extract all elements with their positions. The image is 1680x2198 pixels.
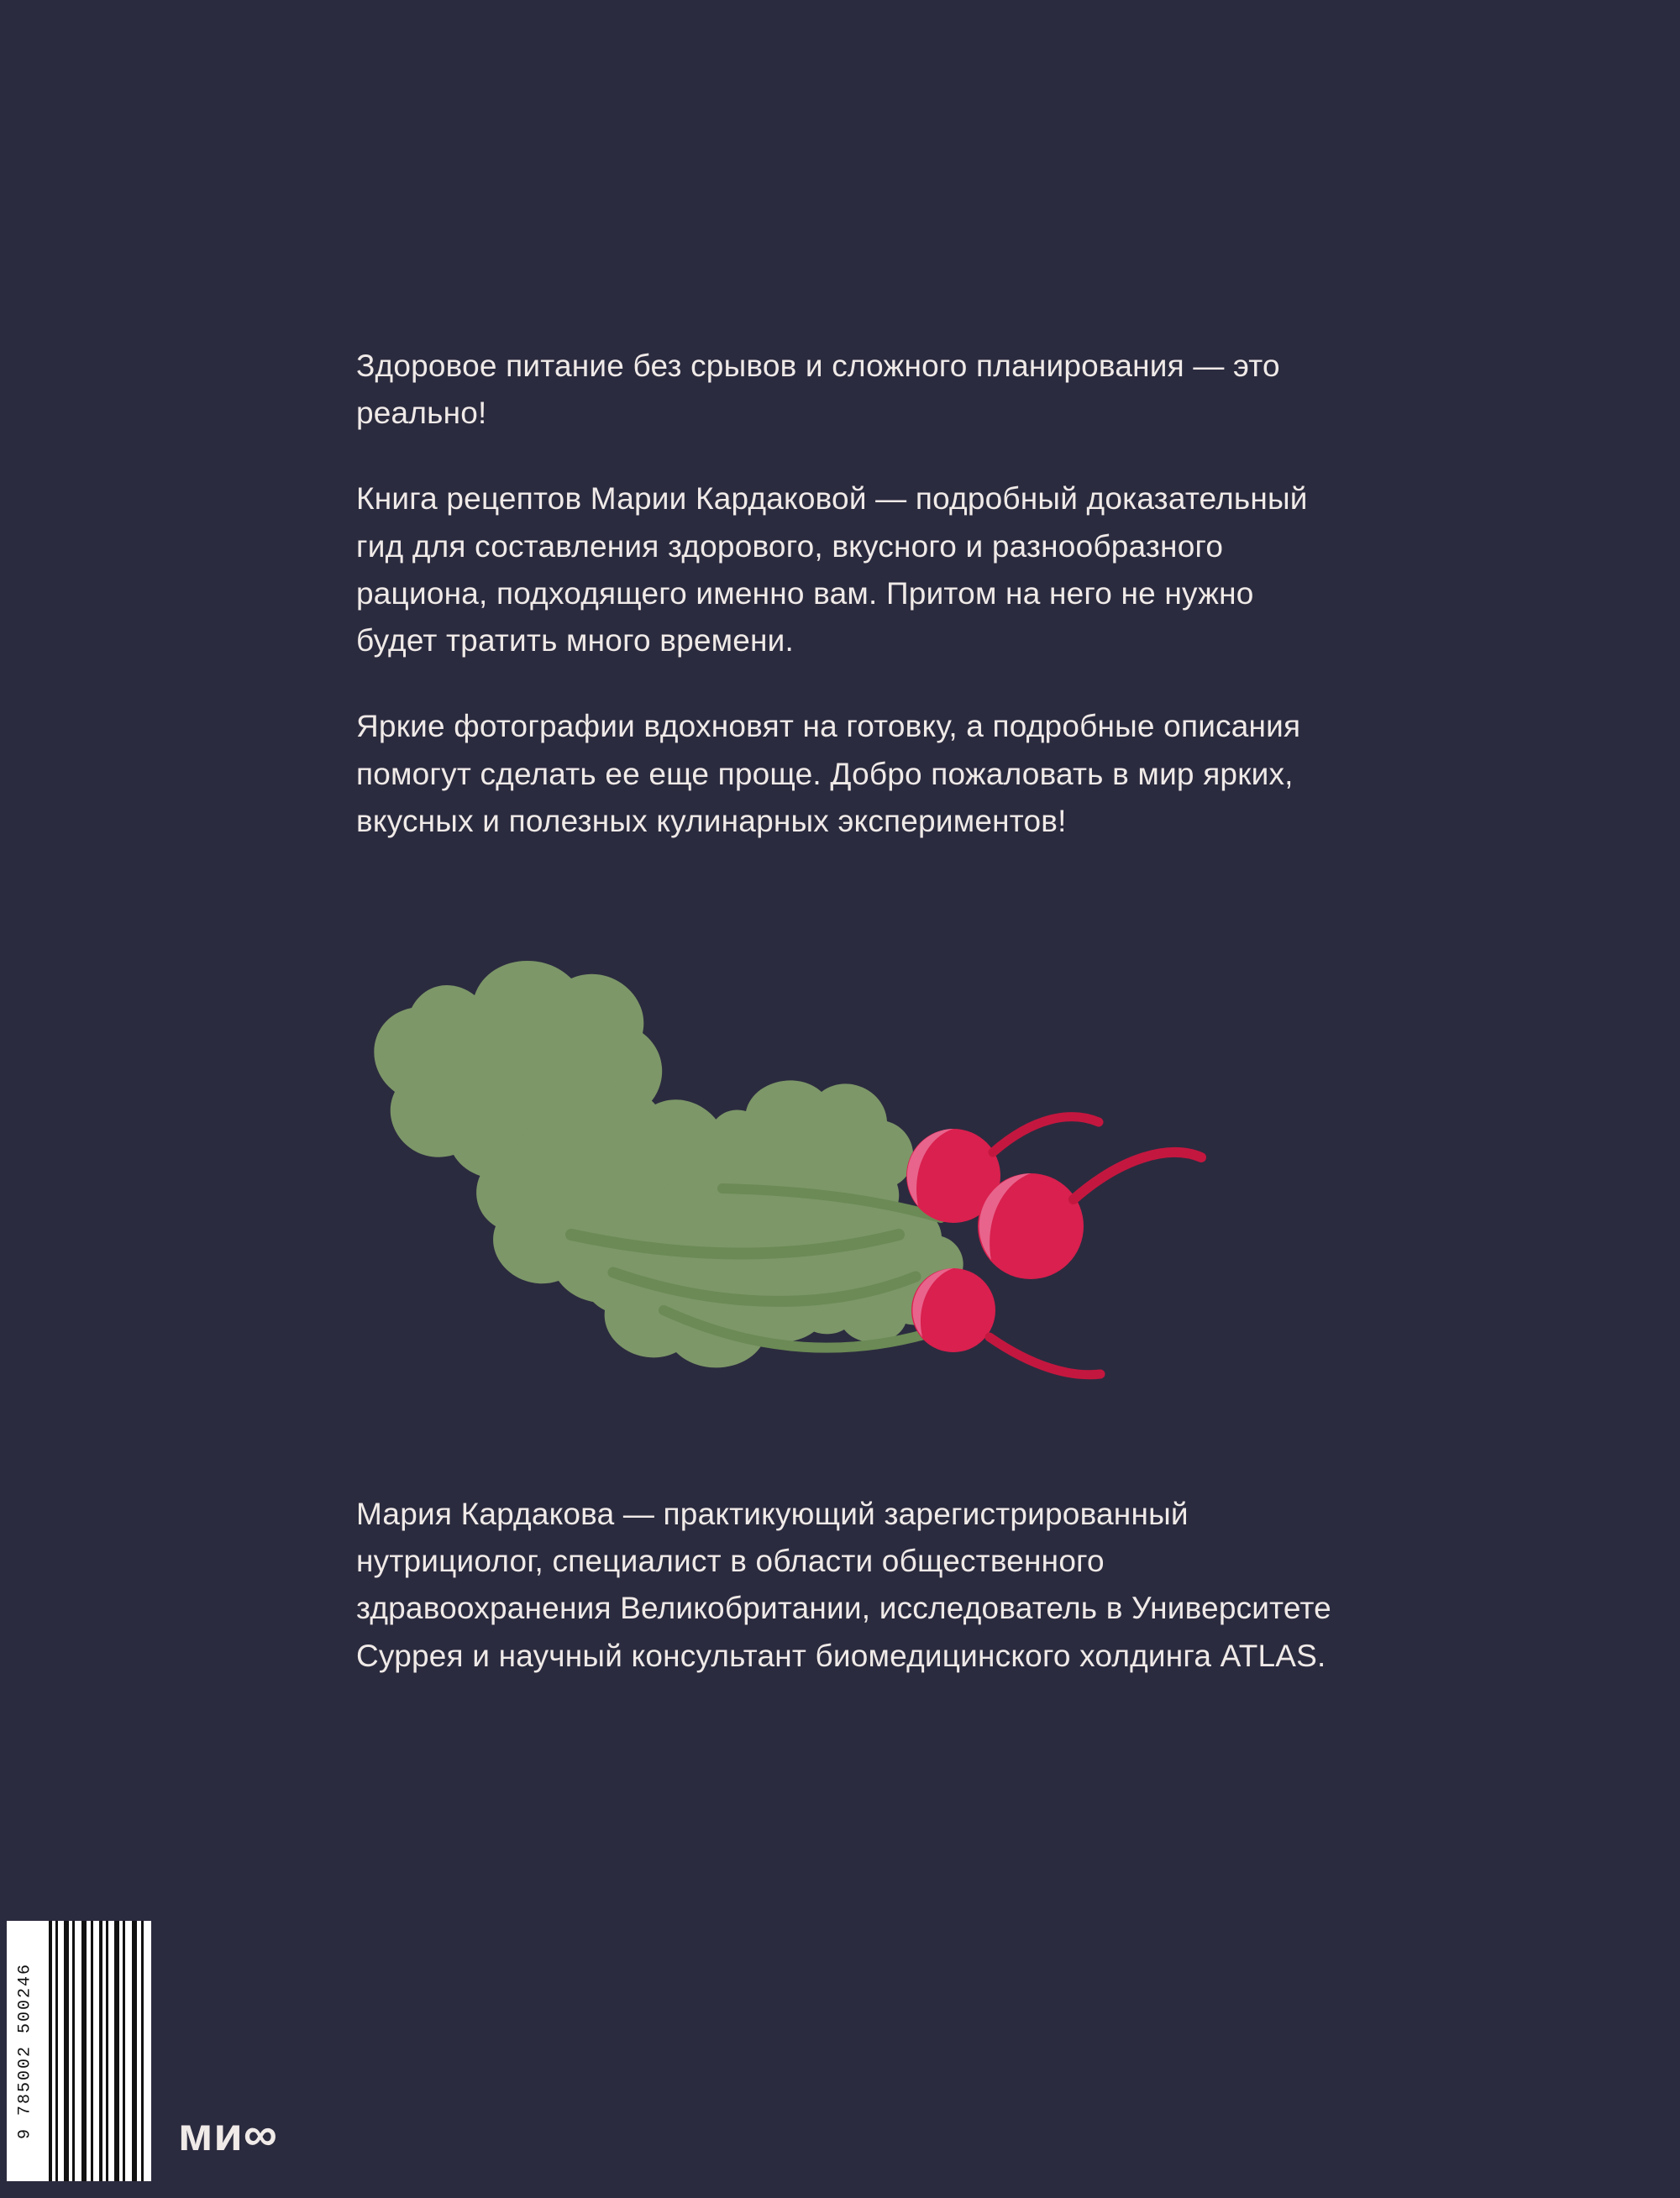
description-paragraph-3: Яркие фотографии вдохновят на готовку, а подробные описания помогут сделать ее еще проще. Добро пожаловать в мир ярких, вкусных и полезных кулинарных экспериментов! <box>356 709 1301 838</box>
author-bio-text: Мария Кардакова — практикующий зарегистрированный нутрициолог, специалист в области общественного здравоохранения Великобритании, исследователь в Университете Суррея и научный консультант биомедицинского холдинга ATLAS. <box>356 1497 1331 1673</box>
description-paragraph-1: Здоровое питание без срывов и сложного планирования — это реально! <box>356 349 1280 431</box>
description-paragraph-2: Книга рецептов Марии Кардаковой — подробный доказательный гид для составления здорового, вкусного и разнообразного рациона, подходящего именно вам. Притом на него не нужно будет тратить много времени. <box>356 481 1308 658</box>
radish-with-leaves-illustration <box>361 957 1277 1394</box>
barcode-digits: 9 785002 500246 <box>15 1962 35 2140</box>
author-bio-block <box>356 1491 1347 1680</box>
publisher-logo: ми∞ <box>178 2107 278 2160</box>
radish-lower <box>911 1268 1100 1375</box>
barcode-bars <box>49 1921 148 2181</box>
leaves-group <box>374 961 963 1367</box>
radish-middle <box>978 1152 1201 1279</box>
description-text-block <box>356 343 1331 845</box>
isbn-barcode <box>7 1921 151 2181</box>
